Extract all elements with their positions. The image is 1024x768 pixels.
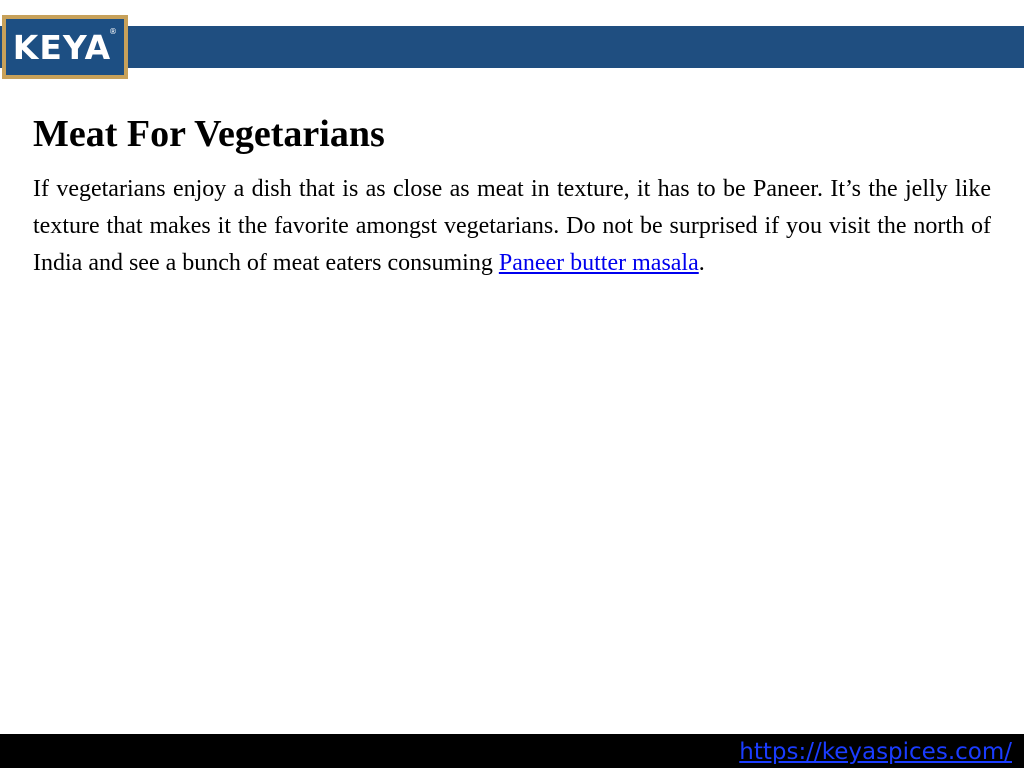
logo-inner [6,19,124,75]
header-band [0,26,1024,68]
website-link[interactable]: https://keyaspices.com/ [739,739,1012,765]
slide-title: Meat For Vegetarians [33,113,385,155]
logo-text: KEYA [12,27,112,67]
paragraph-end: . [698,250,705,276]
registered-mark: ® [109,27,117,36]
body-paragraph [33,171,991,282]
paneer-butter-masala-link[interactable]: Paneer butter masala [498,250,699,276]
footer-band [0,734,1024,768]
paragraph-text: If vegetarians enjoy a dish that is as close as meat in texture, it has to be Paneer. It’s the jelly like texture that makes it the favorite amongst vegetarians. Do not be surprised if you visit the north of India and see a bunch of meat eaters consuming [33,176,991,276]
keya-logo [2,15,128,79]
